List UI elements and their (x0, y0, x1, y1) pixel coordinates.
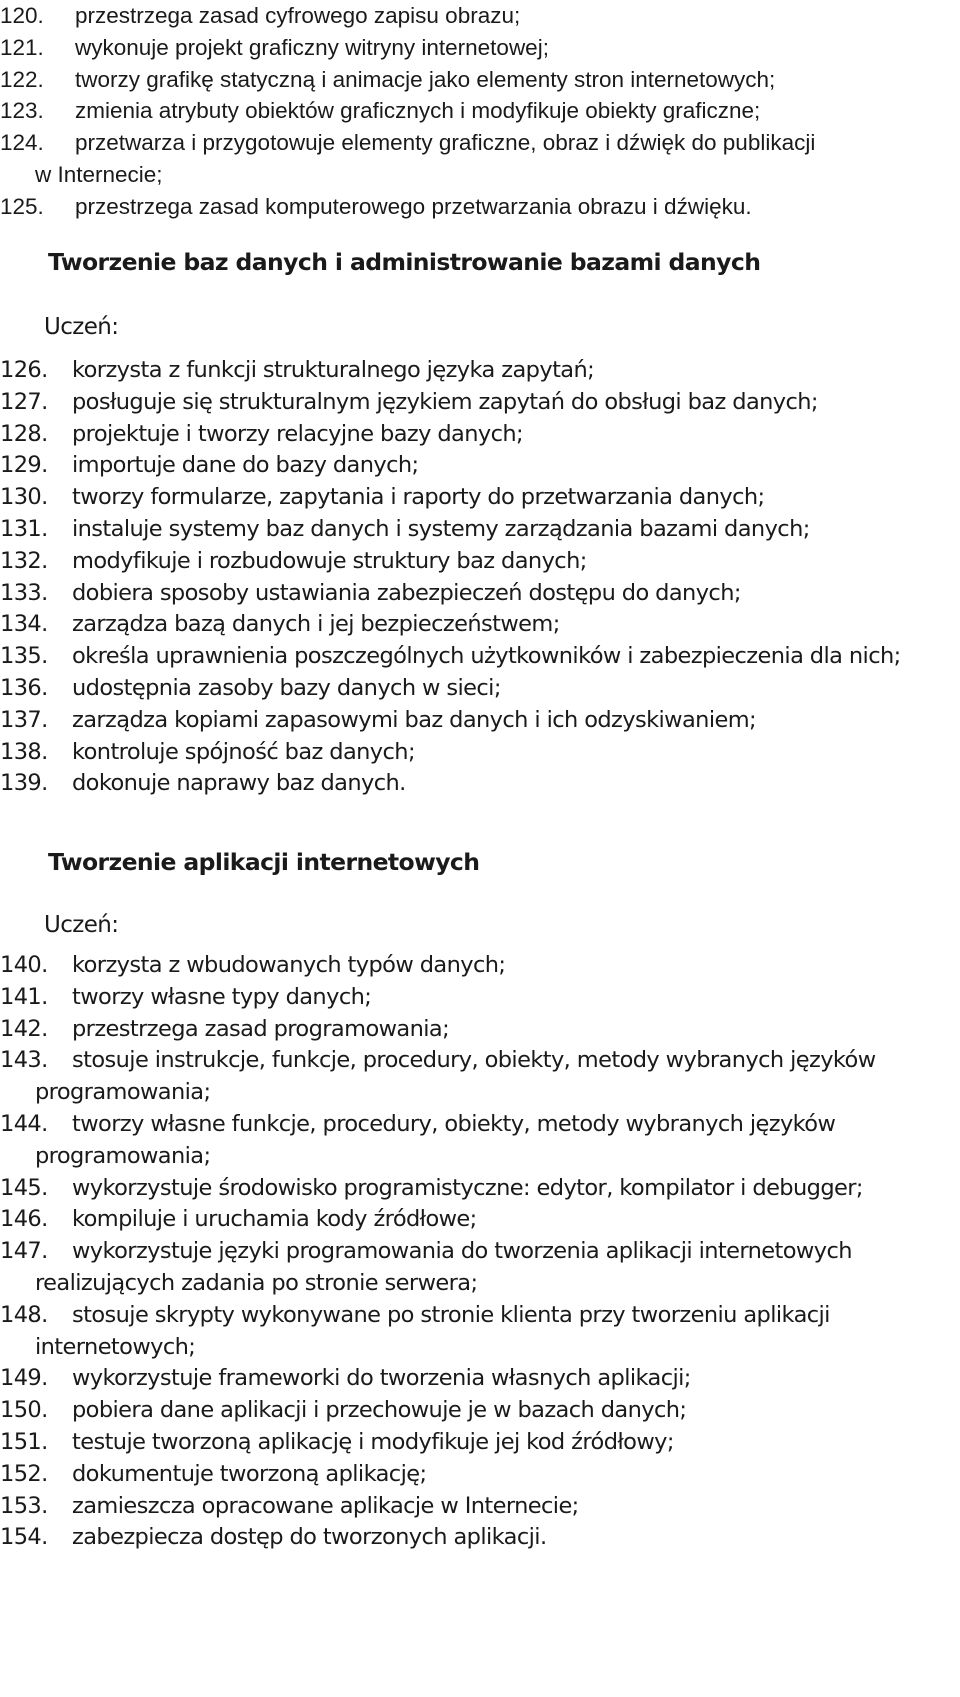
item-number: 121. (0, 34, 44, 60)
list-item (0, 482, 960, 514)
item-text: importuje dane do bazy danych; (72, 452, 419, 479)
item-text: stosuje instrukcje, funkcje, procedury, obiekty, metody wybranych języków (72, 1047, 876, 1074)
item-number: 137. (0, 706, 48, 733)
item-number: 145. (0, 1174, 48, 1201)
item-number: 130. (0, 484, 48, 511)
item-number: 146. (0, 1206, 48, 1233)
item-text-continuation: realizujących zadania po stronie serwera; (35, 1269, 478, 1296)
item-text: przestrzega zasad programowania; (72, 1015, 450, 1042)
item-number: 153. (0, 1492, 48, 1519)
list-item (0, 705, 960, 737)
item-text: tworzy formularze, zapytania i raporty do przetwarzania danych; (72, 484, 765, 511)
item-number: 132. (0, 547, 48, 574)
section-web-apps (0, 950, 960, 1554)
item-text: korzysta z wbudowanych typów danych; (72, 952, 506, 978)
list-item (0, 419, 960, 451)
item-text: projektuje i tworzy relacyjne bazy danych; (72, 420, 524, 447)
item-number: 143. (0, 1047, 48, 1074)
item-text: stosuje skrypty wykonywane po stronie klienta przy tworzeniu aplikacji (72, 1301, 830, 1328)
item-number: 147. (0, 1238, 48, 1265)
list-item (0, 514, 960, 546)
item-text: modyfikuje i rozbudowuje struktury baz danych; (72, 547, 587, 574)
list-item (0, 127, 960, 191)
item-text-continuation: internetowych; (35, 1333, 196, 1360)
list-item (0, 768, 960, 800)
item-number: 154. (0, 1524, 48, 1551)
item-number: 128. (0, 420, 48, 447)
item-text: zarządza kopiami zapasowymi baz danych i ich odzyskiwaniem; (72, 706, 757, 733)
item-text: zarządza bazą danych i jej bezpieczeństwem; (72, 611, 560, 638)
item-number: 124. (0, 130, 44, 156)
item-number: 136. (0, 674, 48, 701)
item-number: 135. (0, 643, 48, 670)
item-number: 120. (0, 3, 44, 28)
list-item (0, 1363, 960, 1395)
item-text: przetwarza i przygotowuje elementy graficzne, obraz i dźwięk do publikacji (75, 130, 816, 156)
list-item (0, 1459, 960, 1491)
section-heading-databases: Tworzenie baz danych i administrowanie bazami danych (48, 248, 761, 276)
item-text: wykorzystuje języki programowania do tworzenia aplikacji internetowych (72, 1238, 852, 1265)
list-item (0, 1427, 960, 1459)
item-text: posługuje się strukturalnym językiem zapytań do obsługi baz danych; (72, 388, 818, 415)
section-databases (0, 355, 960, 800)
list-item (0, 1236, 960, 1300)
item-text: dokumentuje tworzoną aplikację; (72, 1460, 427, 1487)
item-text: instaluje systemy baz danych i systemy zarządzania bazami danych; (72, 515, 810, 542)
item-number: 141. (0, 983, 48, 1010)
item-number: 140. (0, 952, 48, 978)
item-text: wykorzystuje frameworki do tworzenia własnych aplikacji; (72, 1365, 691, 1392)
item-text: dobiera sposoby ustawiania zabezpieczeń dostępu do danych; (72, 579, 741, 606)
item-text: przestrzega zasad cyfrowego zapisu obrazu; (75, 3, 521, 28)
item-text-continuation: w Internecie; (35, 161, 163, 187)
item-text: tworzy własne funkcje, procedury, obiekty, metody wybranych języków (72, 1110, 836, 1137)
item-text: wykonuje projekt graficzny witryny internetowej; (75, 34, 549, 60)
list-item (0, 673, 960, 705)
item-text: tworzy grafikę statyczną i animacje jako elementy stron internetowych; (75, 66, 776, 92)
student-label: Uczeń: (44, 912, 119, 938)
list-item (0, 1522, 960, 1554)
list-item (0, 64, 960, 96)
list-item (0, 1395, 960, 1427)
list-item (0, 355, 960, 387)
item-number: 133. (0, 579, 48, 606)
list-item (0, 1491, 960, 1523)
list-item (0, 191, 960, 223)
item-number: 125. (0, 193, 44, 219)
graphics-skills-list (0, 0, 960, 223)
item-text: kompiluje i uruchamia kody źródłowe; (72, 1206, 477, 1233)
item-text: pobiera dane aplikacji i przechowuje je w bazach danych; (72, 1397, 687, 1424)
list-item (0, 95, 960, 127)
list-item (0, 1109, 960, 1173)
list-item (0, 1014, 960, 1046)
list-item (0, 0, 960, 32)
item-number: 138. (0, 738, 48, 765)
list-item (0, 450, 960, 482)
item-text: wykorzystuje środowisko programistyczne: edytor, kompilator i debugger; (72, 1174, 863, 1201)
list-item (0, 1173, 960, 1205)
item-text: tworzy własne typy danych; (72, 983, 372, 1010)
section-graphics (0, 0, 960, 223)
item-number: 142. (0, 1015, 48, 1042)
item-text: dokonuje naprawy baz danych. (72, 770, 406, 797)
item-text: określa uprawnienia poszczególnych użytkowników i zabezpieczenia dla nich; (72, 643, 901, 670)
item-text: zabezpiecza dostęp do tworzonych aplikacji. (72, 1524, 547, 1551)
section-heading-web-apps: Tworzenie aplikacji internetowych (48, 848, 480, 876)
list-item (0, 982, 960, 1014)
item-number: 122. (0, 66, 44, 92)
list-item (0, 1300, 960, 1364)
item-text-continuation: programowania; (35, 1142, 211, 1169)
list-item (0, 32, 960, 64)
list-item (0, 578, 960, 610)
item-text: przestrzega zasad komputerowego przetwarzania obrazu i dźwięku. (75, 193, 752, 219)
item-text: korzysta z funkcji strukturalnego języka zapytań; (72, 357, 595, 383)
list-item (0, 641, 960, 673)
item-number: 134. (0, 611, 48, 638)
item-text-continuation: programowania; (35, 1079, 211, 1106)
list-item (0, 1045, 960, 1109)
item-text: zamieszcza opracowane aplikacje w Internecie; (72, 1492, 579, 1519)
list-item (0, 1204, 960, 1236)
item-number: 149. (0, 1365, 48, 1392)
list-item (0, 950, 960, 982)
item-number: 144. (0, 1110, 48, 1137)
list-item (0, 387, 960, 419)
web-app-skills-list (0, 950, 960, 1554)
student-label: Uczeń: (44, 314, 119, 340)
item-number: 150. (0, 1397, 48, 1424)
item-text: testuje tworzoną aplikację i modyfikuje jej kod źródłowy; (72, 1428, 674, 1455)
list-item (0, 609, 960, 641)
database-skills-list (0, 355, 960, 800)
item-number: 139. (0, 770, 48, 797)
item-text: kontroluje spójność baz danych; (72, 738, 415, 765)
item-number: 148. (0, 1301, 48, 1328)
item-number: 151. (0, 1428, 48, 1455)
item-text: zmienia atrybuty obiektów graficznych i modyfikuje obiekty graficzne; (75, 98, 761, 124)
list-item (0, 546, 960, 578)
list-item (0, 737, 960, 769)
item-number: 152. (0, 1460, 48, 1487)
item-number: 129. (0, 452, 48, 479)
item-number: 126. (0, 357, 48, 383)
item-number: 123. (0, 98, 44, 124)
item-number: 127. (0, 388, 48, 415)
item-text: udostępnia zasoby bazy danych w sieci; (72, 674, 501, 701)
item-number: 131. (0, 515, 48, 542)
